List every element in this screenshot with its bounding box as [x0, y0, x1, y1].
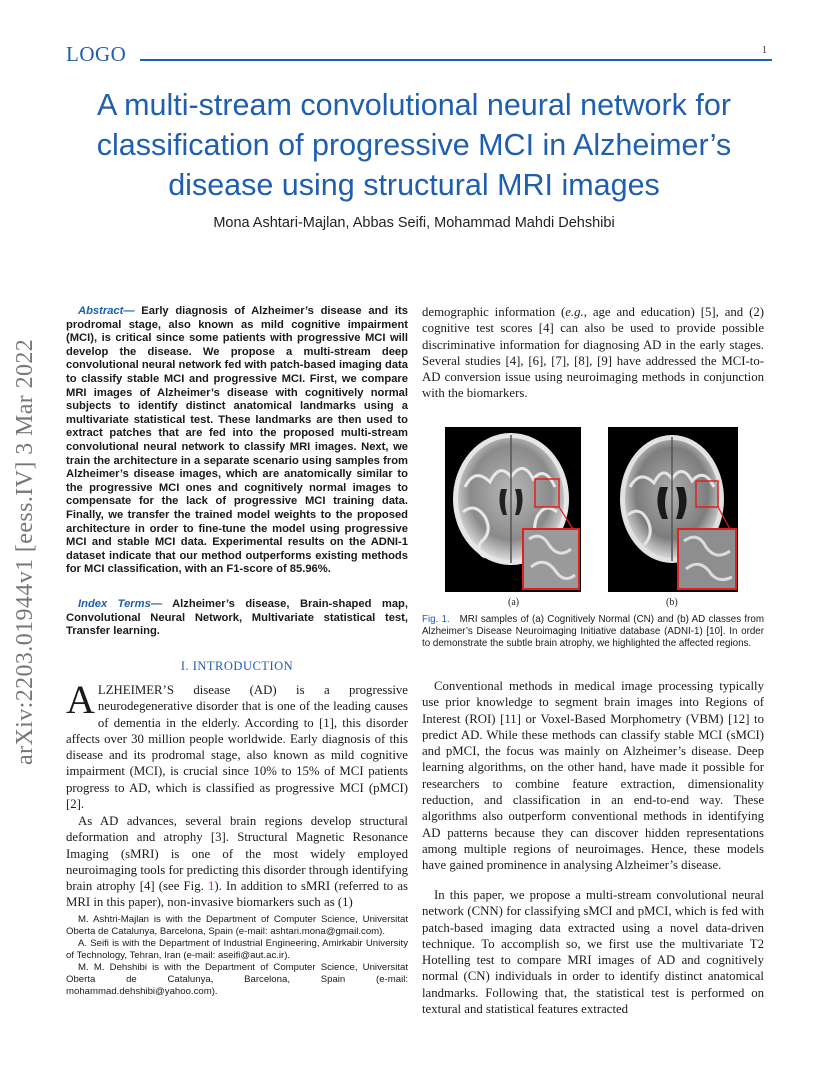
intro-paragraph-2-text-b: ). In addition to sMRI (referred to as MRI in this paper), non-invasive biomarkers such as (1) [66, 879, 408, 910]
index-terms [66, 598, 408, 639]
intro-paragraph-2 [66, 813, 408, 911]
paper-title: A multi-stream convolutional neural network for classification of progressive MCI in Alzheimer’s disease using structural MRI images [96, 88, 732, 202]
footnote: A. Seifi is with the Department of Industrial Engineering, Amirkabir University of Technology, Tehran, Iran (e-mail: aseifi@aut.ac.ir). [66, 938, 408, 961]
brain-mri-ad-icon [608, 427, 738, 592]
intro-paragraph-1 [66, 677, 408, 812]
right-paragraph-1-text-b: , age and education) [5], and (2) cognitive test scores [4] can also be used to provide possible discriminative information for diagnosing AD in the early stages. Several studies [4], [6], [7], [8], [9] have addressed the MCI-to-AD conversion issue using neuroimaging methods in conjunction with the biomarkers. [422, 305, 764, 401]
intro-paragraph-2-text-a: As AD advances, several brain regions develop structural deformation and atrophy [3]. Structural Magnetic Resonance Imaging (sMRI) is one of the most widely employed neuroimaging tools for predicting this disorder through identifying brain atrophy [4] (see Fig. [66, 814, 408, 894]
figure-caption-text: MRI samples of (a) Cognitively Normal (CN) and (b) AD classes from Alzheimer’s Disease Neuroimaging Initiative database (ADNI-1) [10]. In order to demonstrate the subtle brain atrophy, we highlighted the affected regions. [422, 614, 764, 649]
footnote: M. M. Dehshibi is with the Department of Computer Science, Universitat Oberta de Catalunya, Barcelona, Spain (e-mail: mohammad.dehshibi@yahoo.com). [66, 962, 408, 997]
paper-authors: Mona Ashtari-Majlan, Abbas Seifi, Mohammad Mahdi Dehshibi [213, 215, 615, 231]
section-heading-introduction: I. INTRODUCTION [180, 659, 294, 673]
footnote: M. Ashtri-Majlan is with the Department of Computer Science, Universitat Oberta de Catalunya, Barcelona, Spain (e-mail: ashtari.mona@gmail.com). [66, 914, 408, 937]
dropcap-letter: A [66, 677, 95, 722]
brain-mri-cn-icon [445, 427, 581, 592]
index-terms-text: Alzheimer’s disease, Brain-shaped map, Convolutional Neural Network, Multivariate statistical test, Transfer learning. [66, 598, 408, 638]
header-rule [140, 59, 772, 61]
journal-logo: LOGO [66, 42, 127, 66]
abstract-text: Early diagnosis of Alzheimer’s disease and its prodromal stage, also known as mild cognitive impairment (MCI), is critical since some patients with progressive MCI will develop the disease. We propose a multi-stream deep convolutional neural network fed with patch-based imaging data to classify stable MCI and progressive MCI. First, we compare MRI images of Alzheimer’s disease with cognitively normal subjects to identify distinct anatomical landmarks using a multivariate statistical test. These landmarks are then used to extract patches that are fed into the proposed multi-stream convolutional neural network to classify MRI images. Next, we train the architecture in a separate scenario using samples from Alzheimer’s disease images, which are anatomically similar to the progressive MCI ones and cognitively normal images to compensate for the lack of progressive MCI training data. Finally, we transfer the trained model weights to the proposed architecture in order to fine-tune the model using progressive MCI and stable MCI data. Experimental results on the ADNI-1 dataset indicate that our method outperforms existing methods for MCI classification, with an F1-score of 85.96%. [66, 305, 408, 576]
figure-sublabel-a: (a) [508, 597, 520, 608]
figure-1b-mri-image [608, 427, 738, 592]
abstract-label: Abstract— [78, 305, 135, 317]
right-paragraph-3 [422, 887, 764, 1017]
right-paragraph-1 [422, 304, 764, 402]
abstract [66, 305, 408, 577]
figure-1-reference-link[interactable]: 1 [207, 879, 215, 894]
page-number: 1 [762, 45, 767, 56]
right-paragraph-3-text: In this paper, we propose a multi-stream convolutional neural network (CNN) for classifying sMCI and pMCI, which is fed with patch-based imaging data extracted using a novel data-driven technique. To accomplish so, we first use the multivariate T2 Hotelling test to compare MRI images of AD and cognitively normal (CN) individuals in order to identify distinct anatomical landmarks. Following that, the statistical test is performed on textural and statistical features extracted [422, 888, 764, 1017]
right-paragraph-2 [422, 678, 764, 874]
author-footnotes [66, 914, 408, 998]
intro-paragraph-1-text: LZHEIMER’S disease (AD) is a progressive neurodegenerative disorder that is one of the leading causes of dementia in the elderly. According to [1], this disorder affects over 30 million people worldwide. Early diagnosis of this disease and its prodromal stage, also known as mild cognitive impairment (MCI), is crucial since 10% to 15% of MCI patients progress to AD, which is classified as progressive MCI (pMCI) [2]. [66, 683, 408, 812]
arxiv-identifier: arXiv:2203.01944v1 [eess.IV] 3 Mar 2022 [12, 338, 38, 765]
figure-1-caption [422, 614, 764, 650]
index-terms-label: Index Terms— [78, 598, 163, 610]
figure-sublabel-b: (b) [666, 597, 678, 608]
figure-caption-label: Fig. 1. [422, 614, 450, 625]
right-paragraph-2-text: Conventional methods in medical image processing typically use prior knowledge to segment brain images into Regions of Interest (ROI) [11] or Voxel-Based Morphometry (VBM) [12] to predict AD. While these methods can classify stable MCI (sMCI) and pMCI, the focus was mainly on Alzheimer’s disease. Deep learning algorithms, on the other hand, have made it possible for researchers to combine feature extraction, dimensionality reduction, and classification in an end-to-end way. These algorithms also outperform conventional methods in identifying AD patterns because they can discover hidden representations among multiple regions of neuroimages. Hence, these models have gained prominence in analysing Alzheimer’s disease. [422, 679, 764, 873]
figure-1a-mri-image [445, 427, 581, 592]
right-paragraph-1-text-a: demographic information ( [422, 305, 566, 319]
right-paragraph-1-eg: e.g. [565, 305, 584, 319]
